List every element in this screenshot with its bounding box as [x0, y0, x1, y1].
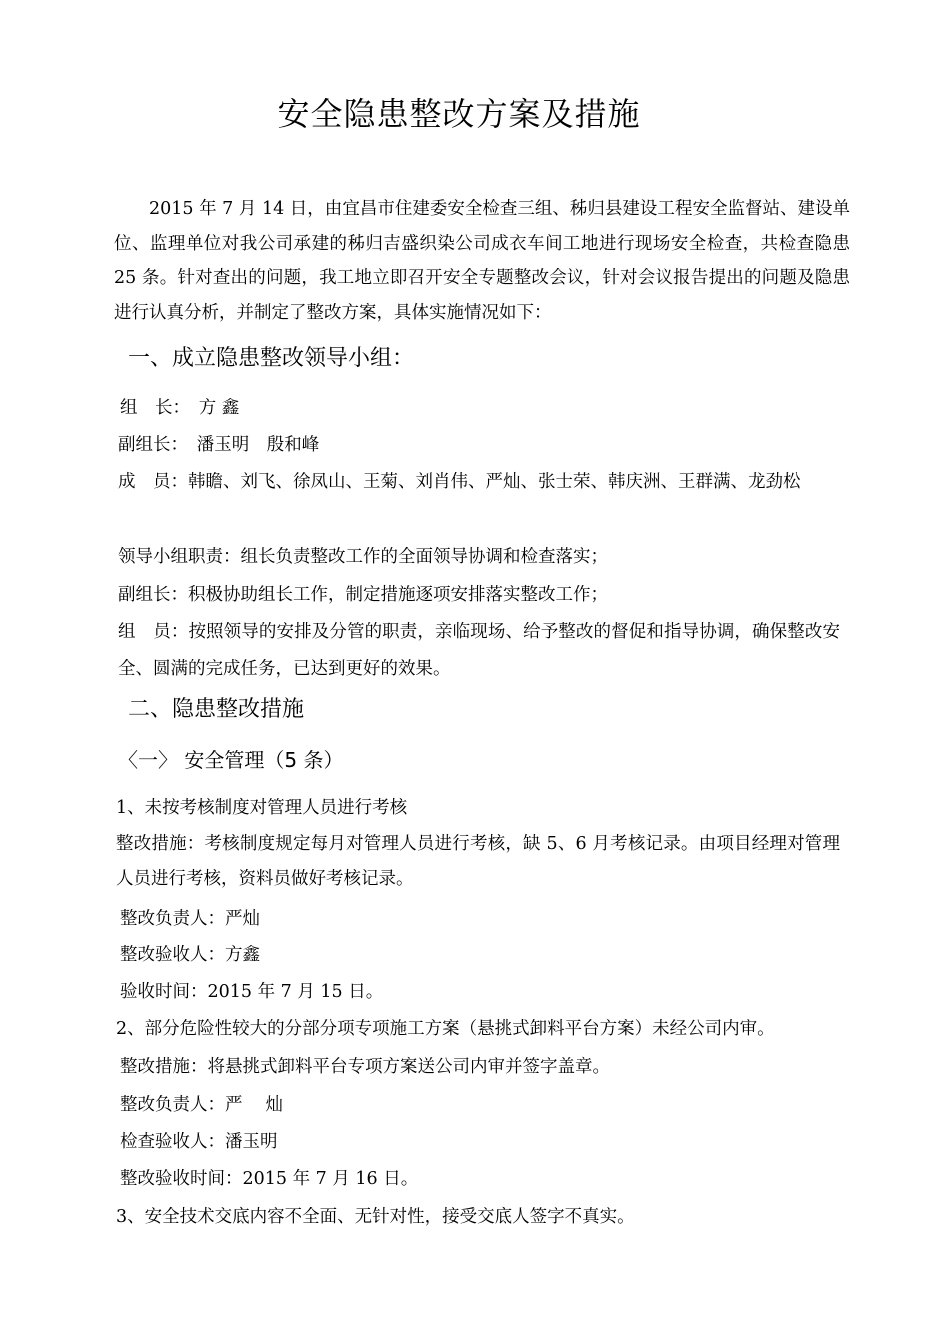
item2-responsible: 整改负责人：严 灿 [120, 1095, 284, 1115]
team-leader: 组 长： 方 鑫 [120, 398, 240, 418]
duty-leader: 领导小组职责：组长负责整改工作的全面领导协调和检查落实； [118, 547, 608, 567]
section1-heading: 一、成立隐患整改领导小组： [128, 346, 415, 371]
item1-responsible: 整改负责人：严灿 [120, 909, 260, 929]
section2-heading: 二、隐患整改措施 [128, 697, 305, 722]
item1-time: 验收时间：2015 年 7 月 15 日。 [120, 982, 384, 1002]
document-title: 安全隐患整改方案及措施 [277, 95, 641, 133]
intro-paragraph: 2015 年 7 月 14 日，由宜昌市住建委安全检查三组、秭归县建设工程安全监督站、建设单位、监理单位对我公司承建的秭归吉盛织染公司成衣车间工地进行现场安全检查，共检查隐患 25 条。针对查出的问题，我工地立即召开安全专题整改会议，针对会议报告提出的问题及隐患进行认真分析，并制定了整改方案，具体实施情况如下： [114, 199, 850, 323]
duty-deputy: 副组长：积极协助组长工作，制定措施逐项安排落实整改工作； [118, 585, 608, 605]
team-deputy: 副组长： 潘玉明 殷和峰 [118, 435, 320, 455]
item2-time: 整改验收时间：2015 年 7 月 16 日。 [120, 1169, 419, 1189]
item3-title: 3、安全技术交底内容不全面、无针对性，接受交底人签字不真实。 [116, 1207, 635, 1227]
item1-title: 1、未按考核制度对管理人员进行考核 [116, 798, 408, 818]
item1-measure: 整改措施：考核制度规定每月对管理人员进行考核，缺 5、6 月考核记录。由项目经理对管理人员进行考核，资料员做好考核记录。 [116, 834, 840, 889]
item1-acceptor: 整改验收人：方鑫 [120, 945, 260, 965]
item2-title: 2、部分危险性较大的分部分项专项施工方案（悬挑式卸料平台方案）未经公司内审。 [116, 1019, 775, 1039]
duty-members: 组 员：按照领导的安排及分管的职责，亲临现场、给予整改的督促和指导协调，确保整改安全、圆满的完成任务，已达到更好的效果。 [118, 622, 840, 679]
team-members: 成 员：韩瞻、刘飞、徐凤山、王菊、刘肖伟、严灿、张士荣、韩庆洲、王群满、龙劲松 [118, 472, 801, 492]
item2-measure: 整改措施：将悬挑式卸料平台专项方案送公司内审并签字盖章。 [120, 1057, 610, 1077]
subsection-safety-management: 〈一〉 安全管理（5 条） [118, 748, 344, 772]
item2-acceptor: 检查验收人：潘玉明 [120, 1132, 278, 1152]
